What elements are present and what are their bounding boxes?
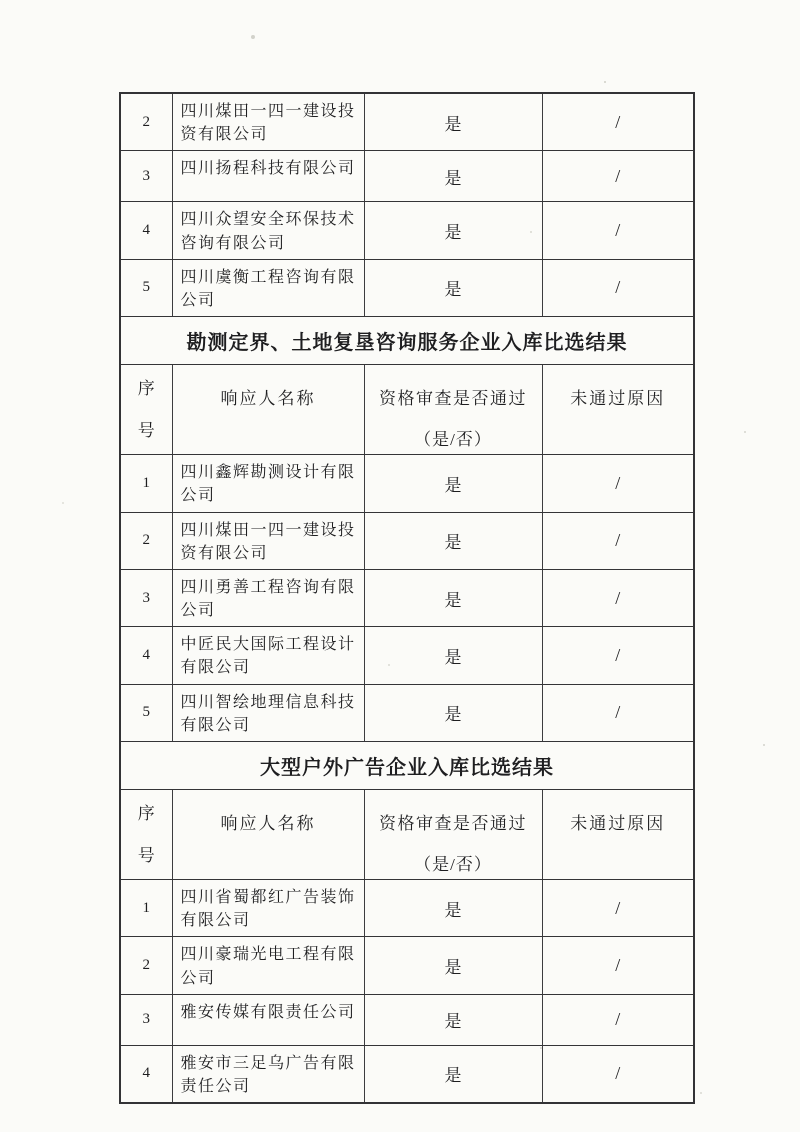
header-cell-reason: 未通过原因 xyxy=(542,790,694,880)
header-label-passed-sub: （是/否） xyxy=(414,855,492,874)
table-row xyxy=(120,684,694,741)
table-row xyxy=(120,455,694,512)
header-cell-no xyxy=(120,365,172,455)
reason-cell: / xyxy=(542,994,694,1045)
company-name-cell: 中匠民大国际工程设计有限公司 xyxy=(172,627,364,684)
table-header-row xyxy=(120,790,694,880)
table-header-row xyxy=(120,365,694,455)
header-label-passed-sub: （是/否） xyxy=(414,430,492,450)
header-label-passed: 资格审查是否通过 xyxy=(379,814,527,833)
passed-cell: 是 xyxy=(364,151,542,202)
passed-cell: 是 xyxy=(364,627,542,684)
company-name-cell: 四川豪瑞光电工程有限公司 xyxy=(172,937,364,994)
passed-cell: 是 xyxy=(364,937,542,994)
table-row xyxy=(120,512,694,569)
passed-cell: 是 xyxy=(364,259,542,316)
header-cell-name: 响应人名称 xyxy=(172,790,364,880)
table-row xyxy=(120,202,694,259)
passed-cell: 是 xyxy=(364,994,542,1045)
company-name-cell: 四川勇善工程咨询有限公司 xyxy=(172,569,364,626)
section-title: 勘测定界、土地复垦咨询服务企业入库比选结果 xyxy=(120,317,694,365)
reason-cell: / xyxy=(542,151,694,202)
passed-cell: 是 xyxy=(364,455,542,512)
company-name-cell: 四川虞衡工程咨询有限公司 xyxy=(172,259,364,316)
header-cell-name: 响应人名称 xyxy=(172,365,364,455)
table-row xyxy=(120,880,694,937)
row-number-cell: 2 xyxy=(120,93,172,151)
row-number-cell: 1 xyxy=(120,455,172,512)
reason-cell: / xyxy=(542,569,694,626)
company-name-cell: 四川众望安全环保技术咨询有限公司 xyxy=(172,202,364,259)
company-name-cell: 雅安传媒有限责任公司 xyxy=(172,994,364,1045)
passed-cell: 是 xyxy=(364,684,542,741)
company-name-cell: 四川鑫辉勘测设计有限公司 xyxy=(172,455,364,512)
reason-cell: / xyxy=(542,937,694,994)
table-row xyxy=(120,937,694,994)
reason-cell: / xyxy=(542,512,694,569)
reason-cell: / xyxy=(542,93,694,151)
header-cell-passed xyxy=(364,365,542,455)
row-number-cell: 1 xyxy=(120,880,172,937)
passed-cell: 是 xyxy=(364,880,542,937)
company-name-cell: 雅安市三足乌广告有限责任公司 xyxy=(172,1045,364,1103)
header-cell-passed xyxy=(364,790,542,880)
section-title: 大型户外广告企业入库比选结果 xyxy=(120,742,694,790)
scan-noise xyxy=(0,0,2,2)
reason-cell: / xyxy=(542,1045,694,1103)
reason-cell: / xyxy=(542,627,694,684)
header-cell-reason: 未通过原因 xyxy=(542,365,694,455)
bid-results-table xyxy=(119,92,695,1104)
passed-cell: 是 xyxy=(364,512,542,569)
table-row xyxy=(120,151,694,202)
passed-cell: 是 xyxy=(364,1045,542,1103)
row-number-cell: 4 xyxy=(120,202,172,259)
row-number-cell: 2 xyxy=(120,937,172,994)
reason-cell: / xyxy=(542,684,694,741)
passed-cell: 是 xyxy=(364,202,542,259)
table-row xyxy=(120,994,694,1045)
header-cell-no xyxy=(120,790,172,880)
reason-cell: / xyxy=(542,880,694,937)
row-number-cell: 4 xyxy=(120,627,172,684)
table-row xyxy=(120,569,694,626)
company-name-cell: 四川煤田一四一建设投资有限公司 xyxy=(172,93,364,151)
row-number-cell: 3 xyxy=(120,994,172,1045)
reason-cell: / xyxy=(542,259,694,316)
header-label-passed: 资格审查是否通过 xyxy=(379,389,527,409)
table-row xyxy=(120,1045,694,1103)
section-title-row xyxy=(120,742,694,790)
table-row xyxy=(120,627,694,684)
passed-cell: 是 xyxy=(364,93,542,151)
row-number-cell: 2 xyxy=(120,512,172,569)
section-title-row xyxy=(120,317,694,365)
reason-cell: / xyxy=(542,202,694,259)
row-number-cell: 5 xyxy=(120,259,172,316)
row-number-cell: 4 xyxy=(120,1045,172,1103)
table-row xyxy=(120,259,694,316)
table-row xyxy=(120,93,694,151)
row-number-cell: 5 xyxy=(120,684,172,741)
header-label-no: 序号 xyxy=(137,378,155,440)
company-name-cell: 四川智绘地理信息科技有限公司 xyxy=(172,684,364,741)
reason-cell: / xyxy=(542,455,694,512)
header-label-no: 序号 xyxy=(137,803,155,865)
row-number-cell: 3 xyxy=(120,569,172,626)
company-name-cell: 四川扬程科技有限公司 xyxy=(172,151,364,202)
row-number-cell: 3 xyxy=(120,151,172,202)
company-name-cell: 四川煤田一四一建设投资有限公司 xyxy=(172,512,364,569)
company-name-cell: 四川省蜀都红广告装饰有限公司 xyxy=(172,880,364,937)
passed-cell: 是 xyxy=(364,569,542,626)
